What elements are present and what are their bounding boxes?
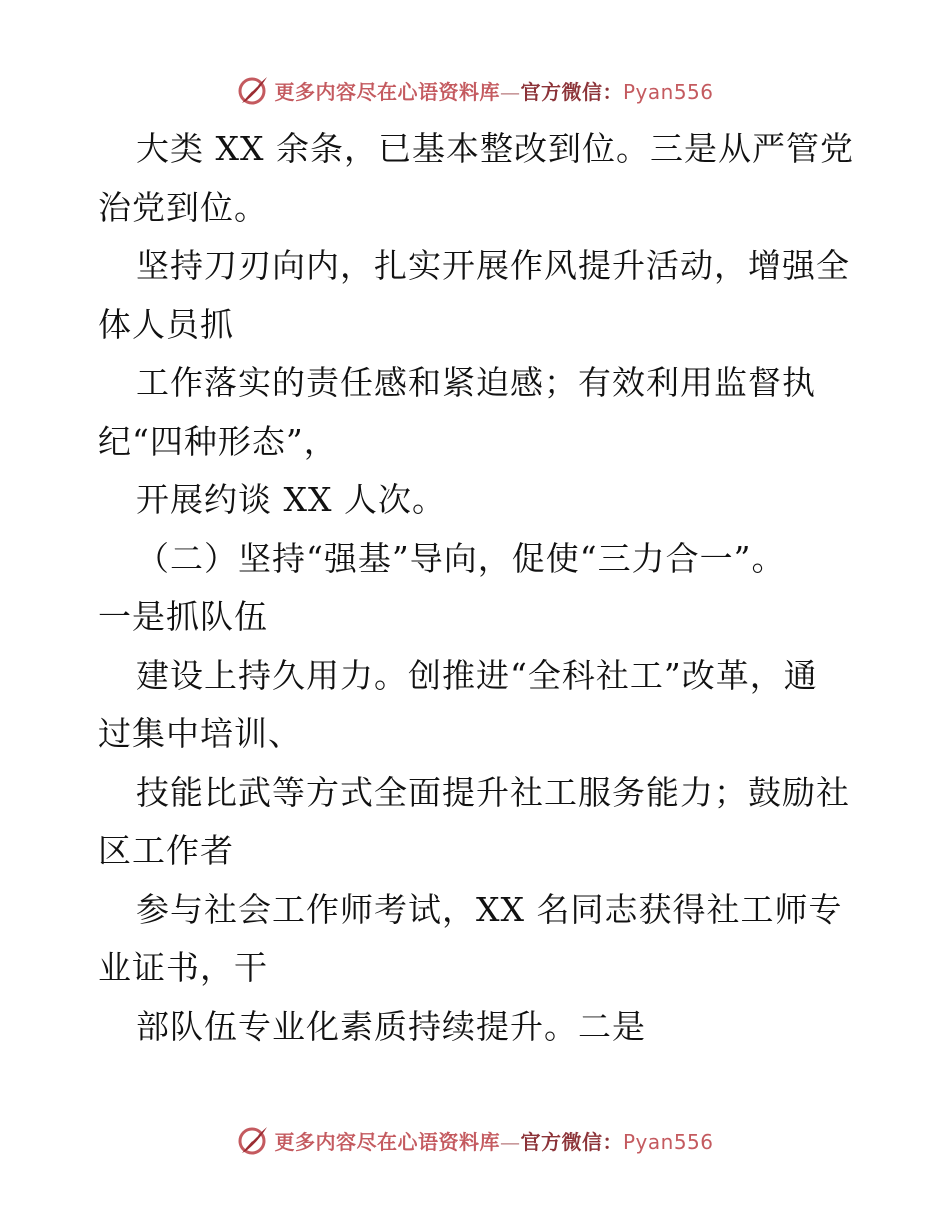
header-watermark [0, 70, 950, 110]
text-line: 建设上持久用力。创推进“全科社工”改革，通 [136, 655, 818, 695]
watermark-official: 官方微信： [520, 79, 623, 104]
document-body [98, 120, 858, 1056]
watermark-official: 官方微信： [520, 1129, 623, 1154]
text-line: 业证书，干 [98, 948, 268, 987]
text-line: 一是抓队伍 [98, 597, 268, 636]
watermark-brand: 更多内容尽在心语资料库 [274, 79, 500, 104]
text-line: 坚持刀刃向内，扎实开展作风提升活动，增强全 [136, 246, 850, 285]
text-line: 体人员抓 [98, 304, 234, 344]
text-line: 区工作者 [98, 831, 234, 870]
watermark-text [274, 1126, 713, 1155]
text-line: 纪“四种形态”， [98, 421, 338, 461]
text-line: 过集中培训、 [98, 714, 302, 753]
watermark-wechat-id: Pyan556 [622, 1129, 714, 1154]
text-line: 参与社会工作师考试，XX 名同志获得社工师专 [136, 889, 843, 929]
text-line: 大类 XX 余条，已基本整改到位。三是从严管党 [136, 129, 854, 168]
text-line: （二）坚持“强基”导向，促使“三力合一”。 [136, 538, 786, 578]
text-line: 开展约谈 XX 人次。 [136, 480, 446, 519]
watermark-dash: — [499, 1129, 521, 1154]
footer-watermark [0, 1120, 950, 1160]
quill-logo-icon [236, 73, 270, 107]
watermark-brand: 更多内容尽在心语资料库 [274, 1129, 500, 1154]
watermark-dash: — [499, 79, 521, 104]
watermark-text [274, 76, 713, 105]
text-line: 工作落实的责任感和紧迫感；有效利用监督执 [136, 363, 816, 402]
text-line: 部队伍专业化素质持续提升。二是 [136, 1006, 646, 1046]
text-line: 治党到位。 [98, 187, 268, 227]
watermark-wechat-id: Pyan556 [622, 79, 714, 104]
text-line: 技能比武等方式全面提升社工服务能力；鼓励社 [136, 772, 850, 812]
quill-logo-icon [236, 1123, 270, 1157]
